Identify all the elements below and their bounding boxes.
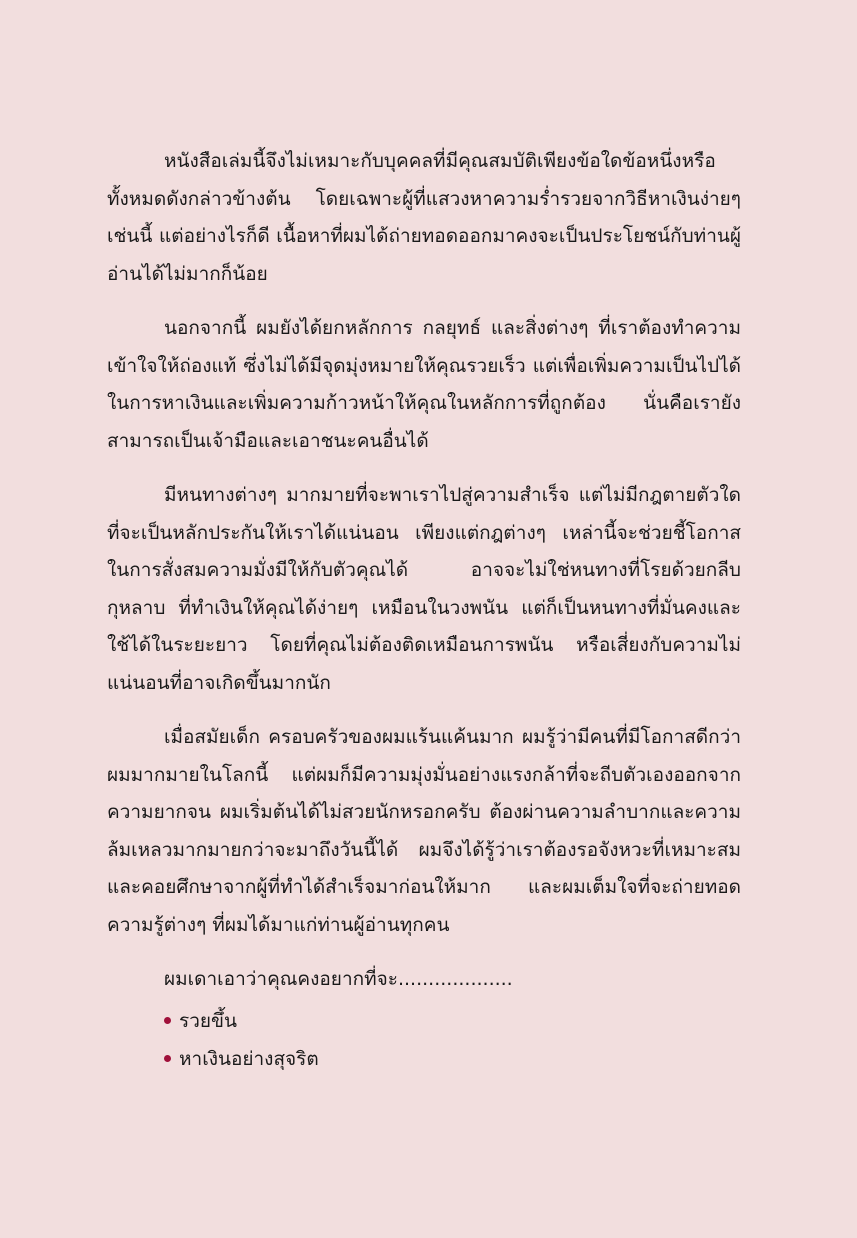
bullet-item-text: รวยขึ้น <box>179 1009 237 1032</box>
bullet-item-text: หาเงินอย่างสุจริต <box>179 1047 319 1070</box>
bullet-item <box>164 1040 741 1078</box>
bullet-dot-icon <box>164 1017 171 1024</box>
lead-in-line: ผมเดาเอาว่าคุณคงอยากที่จะ................... <box>164 968 513 990</box>
bullet-list <box>107 1002 741 1078</box>
document-body <box>107 143 741 1078</box>
paragraph-3: มีหนทางต่างๆ มากมายที่จะพาเราไปสู่ความสำเร็จ แต่ไม่มีกฎตายตัวใดที่จะเป็นหลักประกันให้เราได้แน่นอน เพียงแต่กฎต่างๆ เหล่านี้จะช่วยชี้โอกาส ในการสั่งสมความมั่งมีให้กับตัวคุณได้ อาจจะไม่ใช่หนทางที่โรยด้วยกลีบกุหลาบ ที่ทำเงินให้คุณได้ง่ายๆ เหมือนในวงพนัน แต่ก็เป็นหนทางที่มั่นคงและใช้ได้ในระยะยาว โดยที่คุณไม่ต้องติดเหมือนการพนัน หรือเสี่ยงกับความไม่แน่นอนที่อาจเกิดขึ้นมากนัก <box>107 484 741 694</box>
paragraph-2: นอกจากนี้ ผมยังได้ยกหลักการ กลยุทธ์ และสิ่งต่างๆ ที่เราต้องทำความเข้าใจให้ถ่องแท้ ซึ่งไม่ได้มีจุดมุ่งหมายให้คุณรวยเร็ว แต่เพื่อเพิ่มความเป็นไปได้ในการหาเงินและเพิ่มความก้าวหน้าให้คุณในหลักการที่ถูกต้อง นั่นคือเรายังสามารถเป็นเจ้ามือและเอาชนะคนอื่นได้ <box>107 317 741 452</box>
bullet-dot-icon <box>164 1055 171 1062</box>
bullet-item <box>164 1002 741 1040</box>
paragraph-4: เมื่อสมัยเด็ก ครอบครัวของผมแร้นแค้นมาก ผมรู้ว่ามีคนที่มีโอกาสดีกว่าผมมากมายในโลกนี้ แต่ผมก็มีความมุ่งมั่นอย่างแรงกล้าที่จะถีบตัวเองออกจากความยากจน ผมเริ่มต้นได้ไม่สวยนักหรอกครับ ต้องผ่านความลำบากและความล้มเหลวมากมายกว่าจะมาถึงวันนี้ได้ ผมจึงได้รู้ว่าเราต้องรอจังหวะที่เหมาะสมและคอยศึกษาจากผู้ที่ทำได้สำเร็จมาก่อนให้มาก และผมเต็มใจที่จะถ่ายทอดความรู้ต่างๆ ที่ผมได้มาแก่ท่านผู้อ่านทุกคน <box>107 726 741 936</box>
paragraph-1: หนังสือเล่มนี้จึงไม่เหมาะกับบุคคลที่มีคุณสมบัติเพียงข้อใดข้อหนึ่งหรือทั้งหมดดังกล่าวข้างต้น โดยเฉพาะผู้ที่แสวงหาความร่ำรวยจากวิธีหาเงินง่ายๆ เช่นนี้ แต่อย่างไรก็ดี เนื้อหาที่ผมได้ถ่ายทอดออกมาคงจะเป็นประโยชน์กับท่านผู้อ่านได้ไม่มากก็น้อย <box>107 150 741 285</box>
